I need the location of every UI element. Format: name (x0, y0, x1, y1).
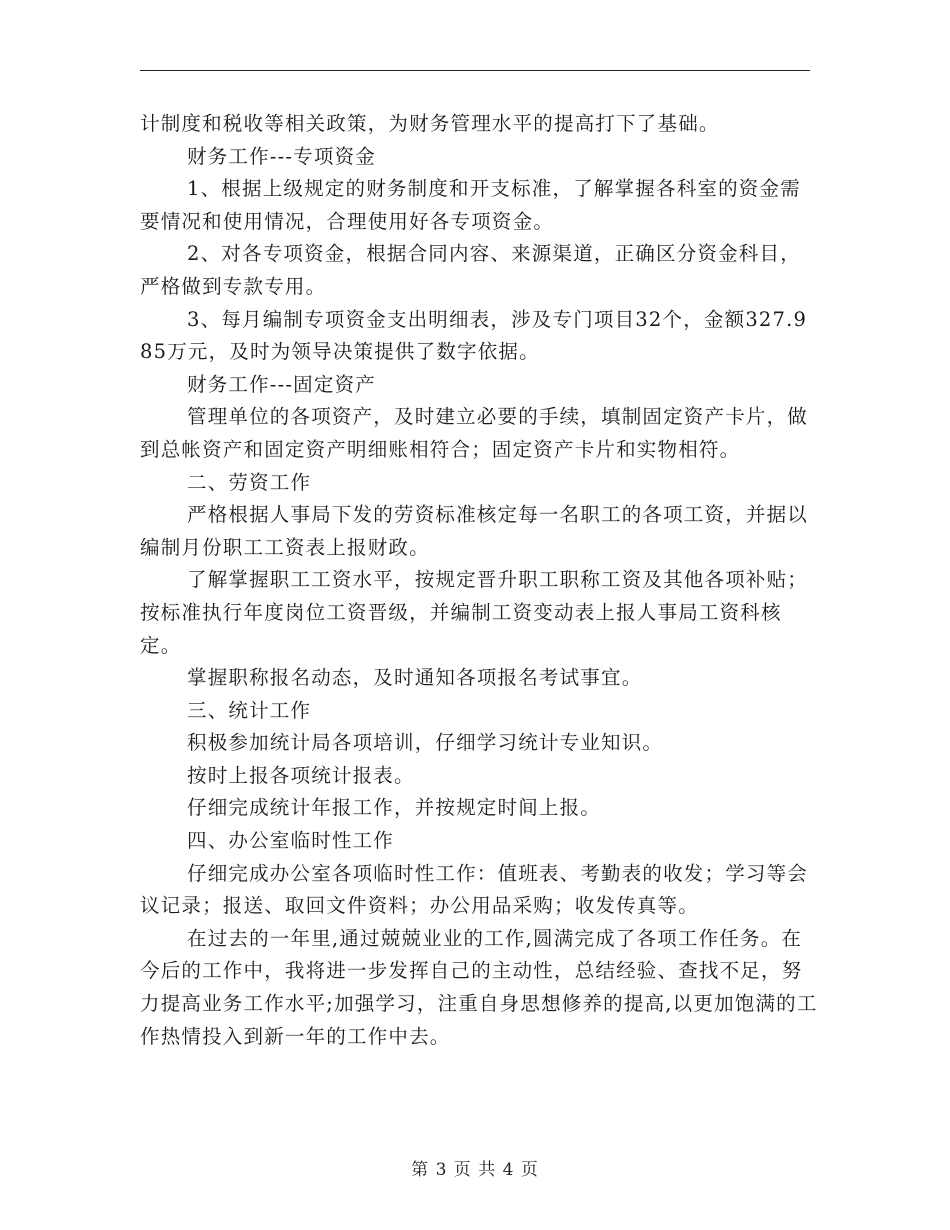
paragraph: 掌握职称报名动态，及时通知各项报名考试事宜。 (187, 666, 643, 690)
paragraph: 2、对各专项资金，根据合同内容、来源渠道，正确区分资金科目，严格做到专款专用。 (140, 242, 801, 298)
section-heading-office: 四、办公室临时性工作 (187, 829, 395, 853)
paragraph: 按时上报各项统计报表。 (187, 763, 415, 787)
paragraph: 积极参加统计局各项培训，仔细学习统计专业知识。 (187, 731, 664, 755)
paragraph-continuation: 计制度和税收等相关政策，为财务管理水平的提高打下了基础。 (140, 112, 720, 135)
section-heading-special-funds: 财务工作---专项资金 (187, 144, 376, 168)
document-body (140, 108, 820, 1053)
paragraph: 1、根据上级规定的财务制度和开支标准，了解掌握各科室的资金需要情况和使用情况，合理使用好各专项资金。 (140, 177, 801, 233)
paragraph: 管理单位的各项资产，及时建立必要的手续，填制固定资产卡片，做到总帐资产和固定资产明细账相符合；固定资产卡片和实物相符。 (140, 405, 809, 461)
section-heading-statistics: 三、统计工作 (187, 698, 312, 722)
section-heading-labor: 二、劳资工作 (187, 470, 312, 494)
section-heading-fixed-assets: 财务工作---固定资产 (187, 372, 376, 396)
paragraph: 仔细完成统计年报工作，并按规定时间上报。 (187, 796, 602, 820)
paragraph-conclusion: 在过去的一年里,通过兢兢业业的工作,圆满完成了各项工作任务。在今后的工作中，我将进一步发挥自己的主动性，总结经验、查找不足，努力提高业务工作水平;加强学习，注重自身思想修养的提高,以更加饱满的工作热情投入到新一年的工作中去。 (140, 926, 818, 1048)
paragraph: 了解掌握职工工资水平，按规定晋升职工职称工资及其他各项补贴；按标准执行年度岗位工资晋级，并编制工资变动表上报人事局工资科核定。 (140, 568, 809, 657)
header-rule (140, 70, 810, 71)
page-number-footer: 第 3 页 共 4 页 (411, 1160, 539, 1180)
paragraph: 仔细完成办公室各项临时性工作：值班表、考勤表的收发；学习等会议记录；报送、取回文件资料；办公用品采购；收发传真等。 (140, 861, 809, 918)
paragraph: 严格根据人事局下发的劳资标准核定每一名职工的各项工资，并据以编制月份职工工资表上报财政。 (140, 503, 809, 559)
paragraph: 3、每月编制专项资金支出明细表，涉及专门项目32个，金额327.985万元，及时为领导决策提供了数字依据。 (140, 307, 808, 364)
